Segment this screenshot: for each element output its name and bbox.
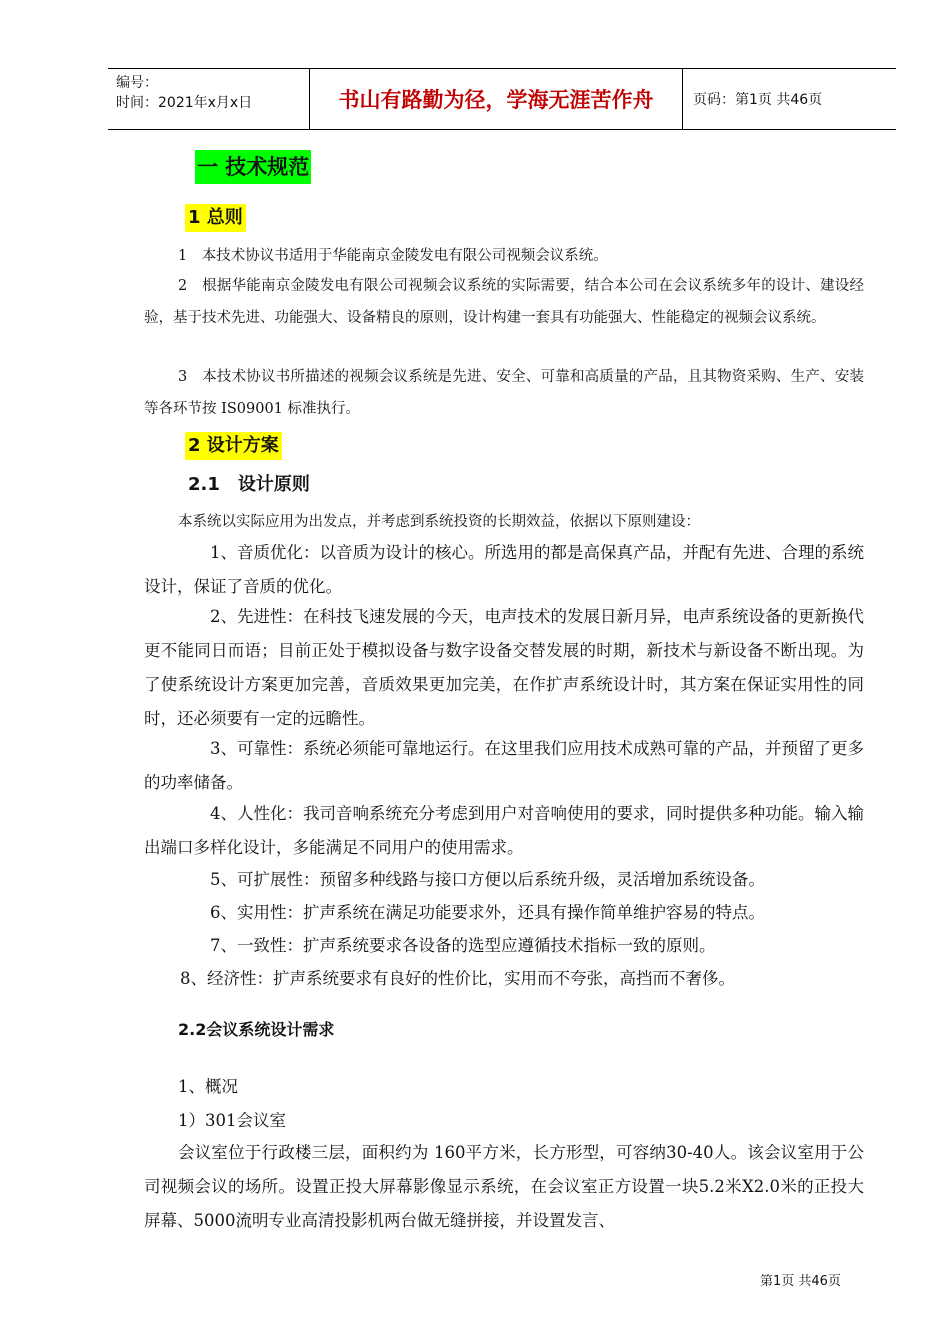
footer-page-number: 第1页 共46页	[760, 1274, 841, 1289]
paragraph-s21-6: 6、实用性：扩声系统在满足功能要求外，还具有操作简单维护容易的特点。	[210, 903, 765, 922]
paragraph-s1-2: 2 根据华能南京金陵发电有限公司视频会议系统的实际需要，结合本公司在会议系统多年的设计、建设经验，基于技术先进、功能强大、设备精良的原则，设计构建一套具有功能强大、性能稳定的视频会议系统。	[144, 278, 864, 326]
paragraph-s21-2: 2、先进性：在科技飞速发展的今天，电声技术的发展日新月异，电声系统设备的更新换代更不能同日而语；目前正处于模拟设备与数字设备交替发展的时期，新技术与新设备不断出现。为了使系统设计方案更加完善，音质效果更加完美，在作扩声系统设计时，其方案在保证实用性的同时，还必须要有一定的远瞻性。	[144, 607, 864, 728]
heading-meeting-requirements: 2.2会议系统设计需求	[178, 1020, 335, 1039]
paragraph-s22-3: 会议室位于行政楼三层，面积约为 160平方米，长方形型，可容纳30-40人。该会议室用于公司视频会议的场所。设置正投大屏幕影像显示系统，在会议室正方设置一块5.2米X2.0米的正投大屏幕、5000流明专业高清投影机两台做无缝拼接，并设置发言、	[144, 1143, 864, 1230]
heading-design-principle: 2.1 设计原则	[188, 474, 310, 495]
paragraph-s22-2: 1）301会议室	[178, 1111, 286, 1130]
paragraph-s1-1: 1 本技术协议书适用于华能南京金陵发电有限公司视频会议系统。	[178, 248, 608, 264]
paragraph-s21-intro: 本系统以实际应用为出发点，并考虑到系统投资的长期效益，依据以下原则建设：	[178, 514, 700, 530]
paragraph-s22-1: 1、概况	[178, 1077, 238, 1096]
header-page-label: 页码：第1页 共46页	[693, 92, 823, 108]
paragraph-s21-7: 7、一致性：扩声系统要求各设备的选型应遵循技术指标一致的原则。	[210, 936, 716, 955]
paragraph-s1-3: 3 本技术协议书所描述的视频会议系统是先进、安全、可靠和高质量的产品，且其物资采购、生产、安装等各环节按 IS09001 标准执行。	[144, 369, 864, 417]
heading-technical-spec: 一 技术规范	[195, 150, 311, 184]
header-motto: 书山有路勤为径，学海无涯苦作舟	[310, 69, 683, 129]
heading-design-plan: 2 设计方案	[185, 432, 282, 460]
paragraph-s21-5: 5、可扩展性：预留多种线路与接口方便以后系统升级，灵活增加系统设备。	[210, 870, 765, 889]
header-table	[108, 68, 896, 130]
header-left-cell	[108, 69, 310, 129]
paragraph-s21-3: 3、可靠性：系统必须能可靠地运行。在这里我们应用技术成熟可靠的产品，并预留了更多的功率储备。	[144, 739, 864, 792]
paragraph-s21-1: 1、音质优化：以音质为设计的核心。所选用的都是高保真产品，并配有先进、合理的系统设计，保证了音质的优化。	[144, 543, 864, 596]
paragraph-s21-8: 8、经济性：扩声系统要求有良好的性价比，实用而不夸张，高挡而不奢侈。	[180, 969, 735, 988]
serial-label: 编号：	[116, 75, 158, 91]
paragraph-s21-4: 4、人性化：我司音响系统充分考虑到用户对音响使用的要求，同时提供多种功能。输入输出端口多样化设计，多能满足不同用户的使用需求。	[144, 804, 864, 857]
heading-general: 1 总则	[185, 204, 246, 232]
date-label: 时间：2021年x月x日	[116, 95, 253, 111]
